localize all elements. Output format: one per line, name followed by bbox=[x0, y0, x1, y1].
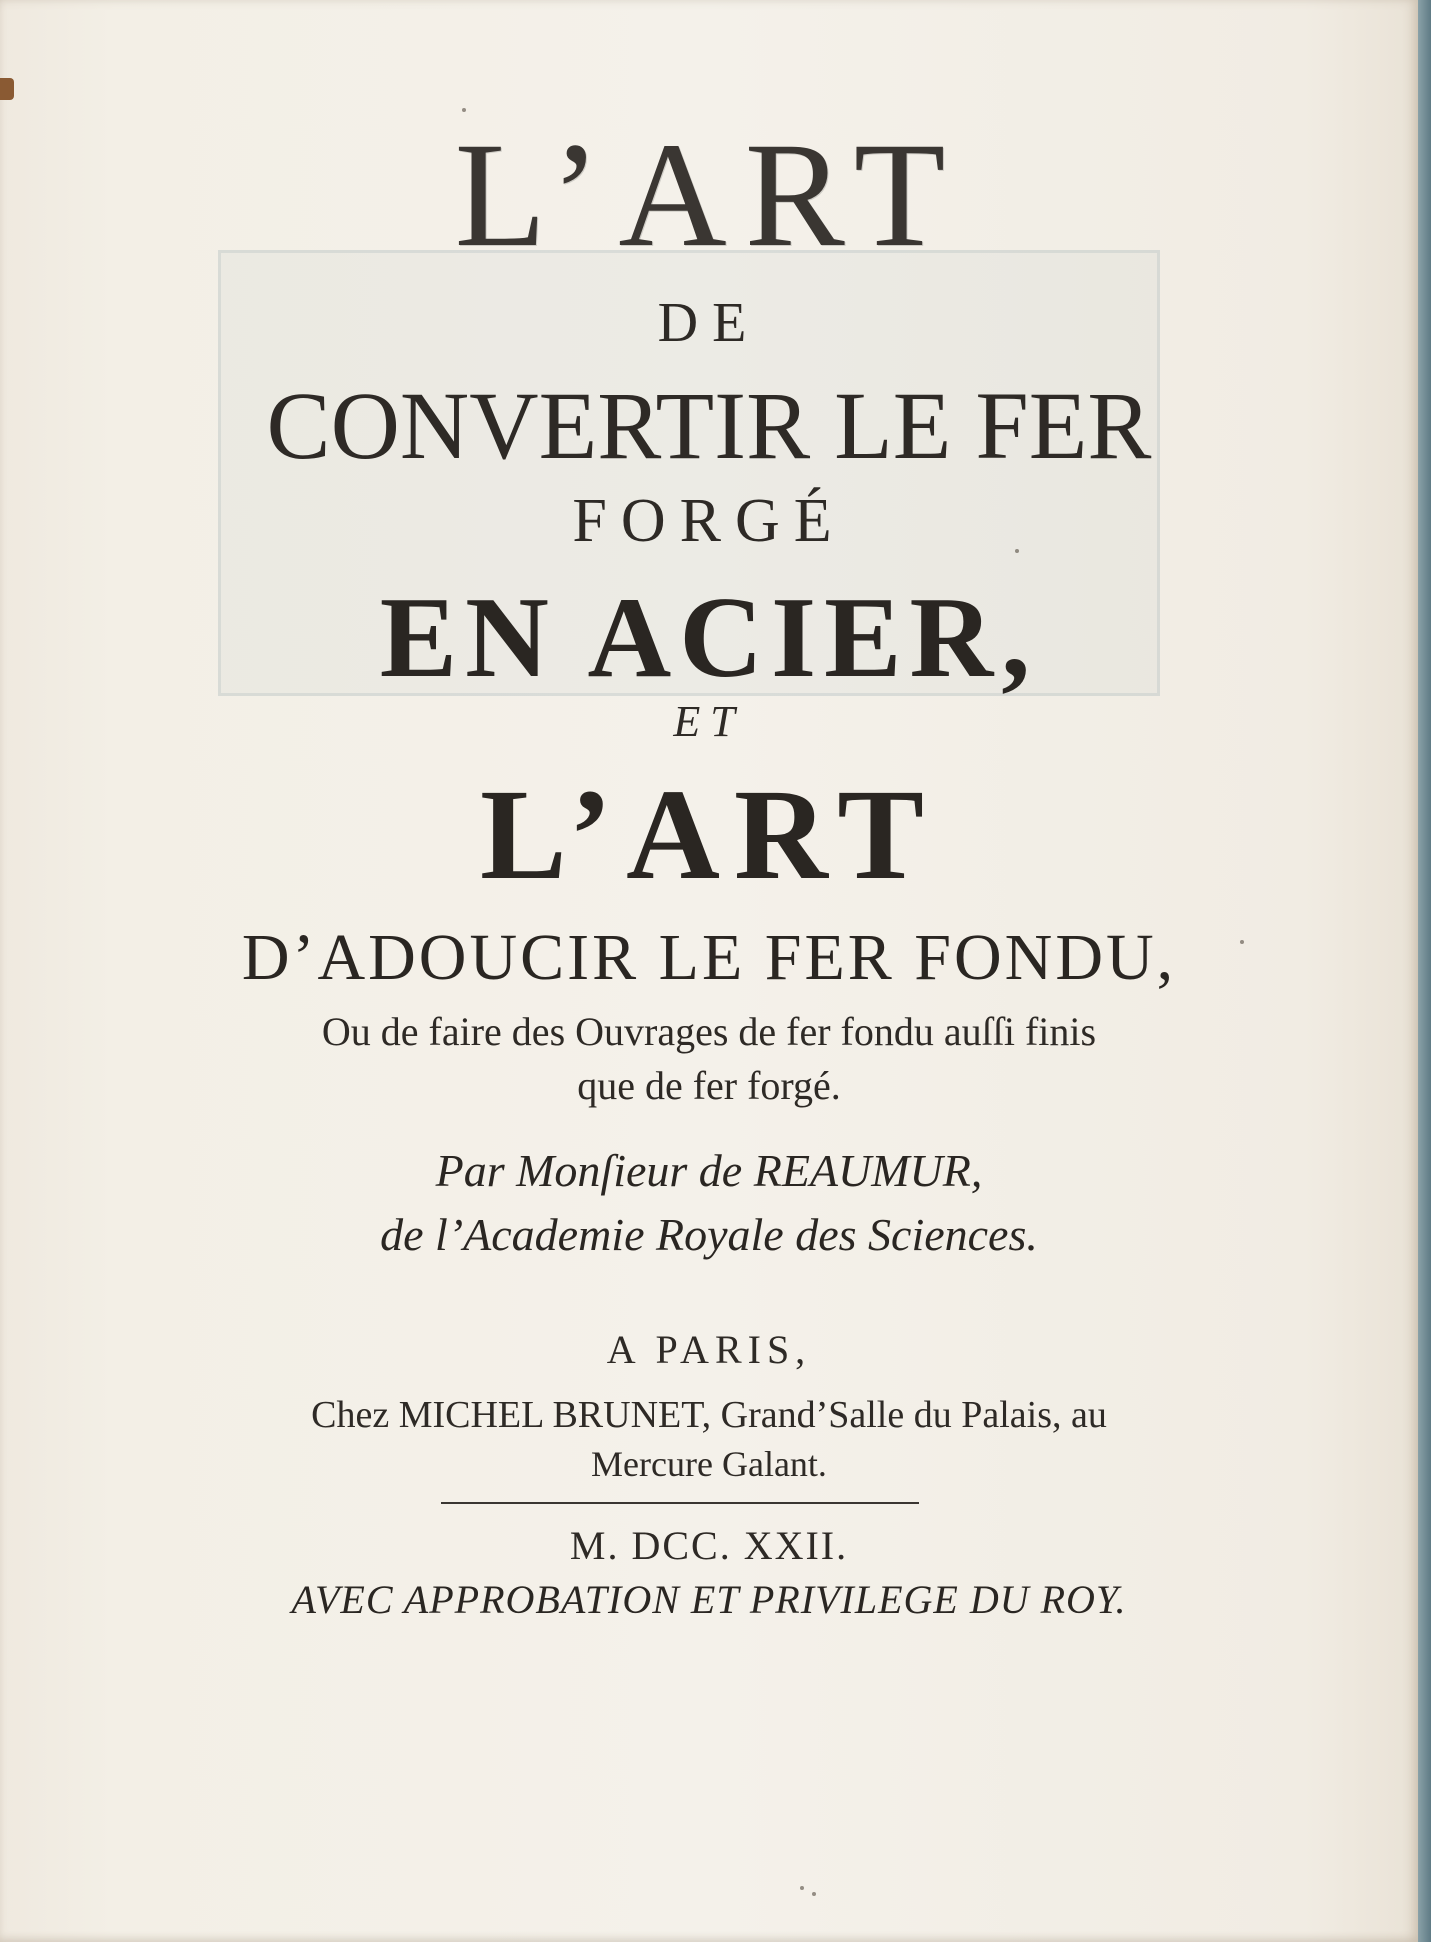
publisher-line-2: Mercure Galant. bbox=[591, 1444, 827, 1484]
publisher-line-1: Chez MICHEL BRUNET, Grand’Salle du Palais, au bbox=[311, 1394, 1107, 1436]
divider-rule bbox=[441, 1502, 919, 1504]
title-line-1: L’ART bbox=[454, 112, 964, 278]
title-line-6: ET bbox=[673, 697, 745, 746]
title-line-2: DE bbox=[657, 292, 761, 354]
privilege-line: AVEC APPROBATION ET PRIVILEGE DU ROY. bbox=[291, 1577, 1127, 1622]
imprint-place: A PARIS, bbox=[606, 1327, 812, 1372]
foxing-speck bbox=[812, 1892, 816, 1896]
adjacent-page-edge bbox=[1418, 0, 1431, 1942]
title-line-3: CONVERTIR LE FER bbox=[266, 372, 1152, 479]
title-line-7: L’ART bbox=[480, 763, 938, 907]
foxing-speck bbox=[462, 108, 466, 112]
binding-stain bbox=[0, 78, 14, 100]
imprint-year: M. DCC. XXII. bbox=[569, 1523, 849, 1568]
foxing-speck bbox=[1240, 940, 1244, 944]
subtitle-line-1: Ou de faire des Ouvrages de fer fondu auſſi finis bbox=[321, 1009, 1097, 1054]
subtitle-line-2: que de fer forgé. bbox=[577, 1063, 841, 1108]
foxing-speck bbox=[800, 1886, 804, 1890]
title-line-5: EN ACIER, bbox=[379, 574, 1039, 702]
author-line-1: Par Monſieur de REAUMUR, bbox=[435, 1145, 983, 1196]
title-line-4: FORGÉ bbox=[572, 487, 846, 555]
foxing-speck bbox=[1015, 549, 1019, 553]
title-line-8: D’ADOUCIR LE FER FONDU, bbox=[241, 921, 1177, 994]
author-line-2: de l’Academie Royale des Sciences. bbox=[380, 1209, 1038, 1260]
